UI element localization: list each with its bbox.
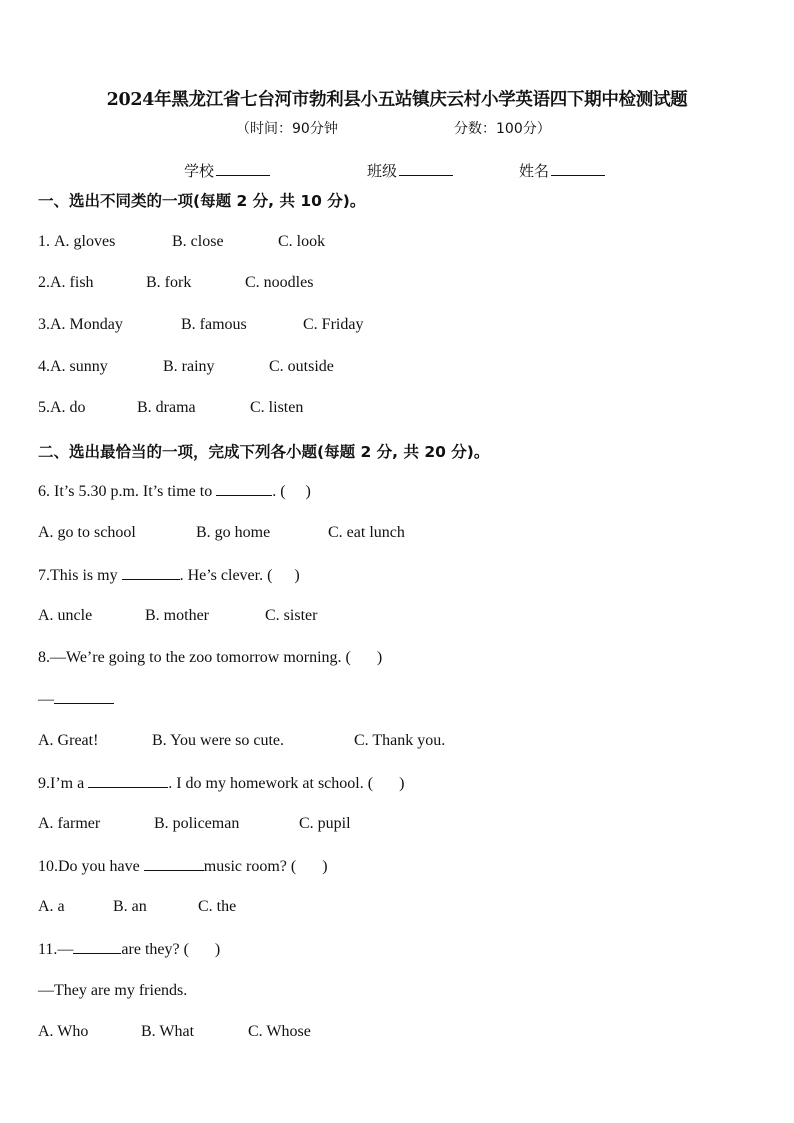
school-blank[interactable] <box>216 161 270 176</box>
section2-heading: 二、选出最恰当的一项，完成下列各小题(每题 2 分, 共 20 分)。 <box>38 443 490 461</box>
q4-option-b: B. rainy <box>163 358 215 375</box>
q8-option-c: C. Thank you. <box>354 732 446 749</box>
q3-option-a: A. Monday <box>50 316 123 333</box>
question-9-stem <box>38 774 404 793</box>
q8-reply-dash: — <box>38 691 54 708</box>
q11-stem-end: are they? ( <box>121 941 189 958</box>
name-field <box>519 160 605 181</box>
class-label: 班级 <box>367 162 398 180</box>
q7-stem-start: 7.This is my <box>38 567 122 584</box>
q8-stem: 8.—We’re going to the zoo tomorrow morning. ( <box>38 649 351 666</box>
q9-stem-start: 9.I’m a <box>38 775 89 792</box>
q3-number: 3. <box>38 316 50 333</box>
question-8-options <box>38 732 446 750</box>
name-label: 姓名 <box>519 162 550 180</box>
q10-option-c: C. the <box>198 898 237 915</box>
question-11-options <box>38 1023 311 1041</box>
q9-option-b: B. policeman <box>154 815 240 832</box>
q8-option-a: A. Great! <box>38 732 99 749</box>
q7-option-c: C. sister <box>265 607 318 624</box>
q7-option-a: A. uncle <box>38 607 93 624</box>
q6-option-c: C. eat lunch <box>328 524 405 541</box>
question-7-stem <box>38 566 300 585</box>
question-11-stem <box>38 940 220 959</box>
question-5 <box>38 399 304 417</box>
q10-stem-start: 10.Do you have <box>38 858 144 875</box>
q11-stem-start: 11.— <box>38 941 74 958</box>
question-8-stem <box>38 649 382 667</box>
q6-option-b: B. go home <box>196 524 271 541</box>
q3-option-c: C. Friday <box>303 316 364 333</box>
q11-option-b: B. What <box>141 1023 195 1040</box>
question-4 <box>38 358 334 376</box>
question-10-stem <box>38 857 328 876</box>
q1-option-a: A. gloves <box>54 233 116 250</box>
q7-answer-blank[interactable] <box>122 566 180 580</box>
q10-option-b: B. an <box>113 898 147 915</box>
q7-paren-close: ) <box>294 567 300 584</box>
q8-reply-blank[interactable] <box>54 690 114 704</box>
question-8-reply <box>38 690 114 709</box>
q4-option-a: A. sunny <box>50 358 108 375</box>
question-9-options <box>38 815 351 833</box>
q10-stem-end: music room? ( <box>203 858 297 875</box>
q2-number: 2. <box>38 274 50 291</box>
q2-option-c: C. noodles <box>245 274 314 291</box>
q5-option-a: A. do <box>50 399 86 416</box>
question-7-options <box>38 607 318 625</box>
q9-answer-blank[interactable] <box>88 774 168 788</box>
q9-paren-close: ) <box>399 775 405 792</box>
q1-number: 1. <box>38 233 54 250</box>
q6-stem-start: 6. It’s 5.30 p.m. It’s time to <box>38 483 217 500</box>
school-label: 学校 <box>184 162 215 180</box>
exam-score: 分数：100分） <box>454 121 551 137</box>
question-6-stem <box>38 482 311 501</box>
question-6-options <box>38 524 405 542</box>
q1-option-c: C. look <box>278 233 326 250</box>
q6-option-a: A. go to school <box>38 524 136 541</box>
q3-option-b: B. famous <box>181 316 247 333</box>
question-11-reply: —They are my friends. <box>38 982 188 999</box>
q2-option-a: A. fish <box>50 274 94 291</box>
q4-option-c: C. outside <box>269 358 334 375</box>
q5-number: 5. <box>38 399 50 416</box>
school-field <box>184 160 270 181</box>
q8-option-b: B. You were so cute. <box>152 732 284 749</box>
q7-stem-end: . He’s clever. ( <box>179 567 273 584</box>
q6-stem-end: . ( <box>272 483 286 500</box>
q11-option-c: C. Whose <box>248 1023 311 1040</box>
exam-title: 2024年黑龙江省七台河市勃利县小五站镇庆云村小学英语四下期中检测试题 <box>106 90 688 110</box>
section1-heading: 一、选出不同类的一项(每题 2 分, 共 10 分)。 <box>38 192 366 210</box>
class-field <box>367 160 453 181</box>
q10-option-a: A. a <box>38 898 65 915</box>
q8-paren-close: ) <box>376 649 383 666</box>
name-blank[interactable] <box>551 161 605 176</box>
question-10-options <box>38 898 237 916</box>
q6-answer-blank[interactable] <box>216 482 272 496</box>
q10-answer-blank[interactable] <box>144 857 204 871</box>
q11-paren-close: ) <box>214 941 221 958</box>
question-1 <box>38 233 326 251</box>
q11-answer-blank[interactable] <box>73 940 121 954</box>
q2-option-b: B. fork <box>146 274 192 291</box>
q9-option-c: C. pupil <box>299 815 351 832</box>
q7-option-b: B. mother <box>145 607 209 624</box>
q9-option-a: A. farmer <box>38 815 101 832</box>
q4-number: 4. <box>38 358 50 375</box>
class-blank[interactable] <box>399 161 453 176</box>
question-3 <box>38 316 364 334</box>
question-2 <box>38 274 314 292</box>
q5-option-b: B. drama <box>137 399 196 416</box>
q6-paren-close: ) <box>305 483 311 500</box>
q5-option-c: C. listen <box>250 399 304 416</box>
q9-stem-end: . I do my homework at school. ( <box>168 775 374 792</box>
q10-paren-close: ) <box>322 858 328 875</box>
q1-option-b: B. close <box>172 233 224 250</box>
exam-time: （时间：90分钟 <box>236 121 338 137</box>
q11-option-a: A. Who <box>38 1023 89 1040</box>
